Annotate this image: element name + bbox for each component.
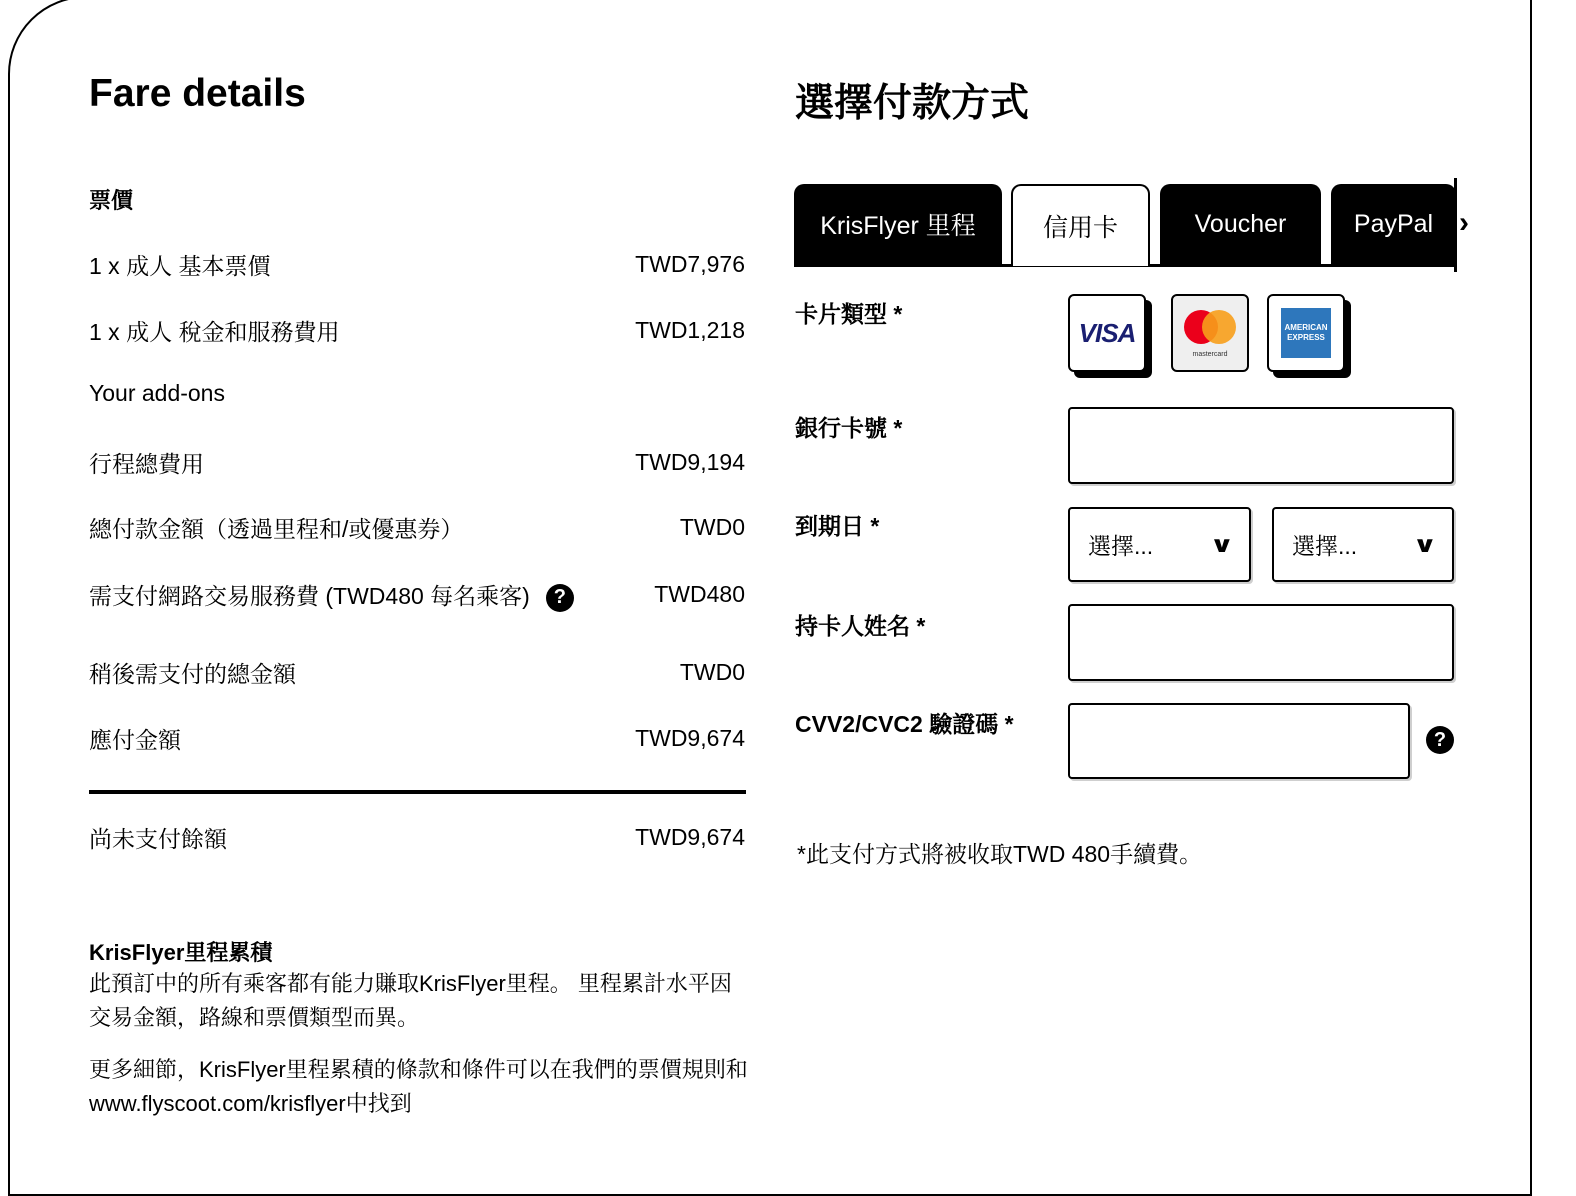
payment-fee-note: *此支付方式將被收取TWD 480手續費。 xyxy=(797,841,1203,867)
card-number-input[interactable] xyxy=(1068,407,1454,484)
expiry-year-select[interactable] xyxy=(1272,507,1454,582)
fare-row-amount: TWD0 xyxy=(679,659,745,685)
fare-section-heading: 票價 xyxy=(89,188,134,213)
visa-card-option[interactable] xyxy=(1068,294,1146,372)
fare-row-miles-voucher xyxy=(89,511,745,544)
tab-credit-card[interactable]: 信用卡 xyxy=(1011,184,1150,266)
tab-krisflyer-miles[interactable]: KrisFlyer 里程 xyxy=(794,184,1002,264)
fare-row-label: Your add-ons xyxy=(89,380,225,406)
krisflyer-terms: 更多細節，KrisFlyer里程累積的條款和條件可以在我們的票價規則和www.flyscoot.com/krisflyer中找到 xyxy=(89,1057,748,1116)
card-number-label: 銀行卡號 * xyxy=(795,415,903,441)
payment-method-title: 選擇付款方式 xyxy=(795,82,1030,125)
fare-row-amount: TWD480 xyxy=(654,581,745,608)
fare-row-label: 1 x 成人 基本票價 xyxy=(89,253,271,279)
fare-row-amount: TWD0 xyxy=(679,514,745,540)
cvv-help-icon[interactable]: ? xyxy=(1426,726,1454,754)
cvv-label: CVV2/CVC2 驗證碼 * xyxy=(795,711,1014,737)
fare-row-taxes xyxy=(89,314,745,347)
fare-divider xyxy=(89,790,746,794)
fare-row-label: 應付金額 xyxy=(89,727,181,753)
fare-row-label: 1 x 成人 稅金和服務費用 xyxy=(89,319,340,345)
fare-row-pay-later xyxy=(89,656,745,689)
payment-tabs xyxy=(794,184,1456,267)
amex-line-1: AMERICAN xyxy=(1284,323,1328,332)
card-type-label: 卡片類型 * xyxy=(795,301,903,327)
tab-voucher[interactable]: Voucher xyxy=(1160,184,1321,264)
chevron-down-icon: ∨ xyxy=(1412,531,1438,557)
fare-row-amount: TWD1,218 xyxy=(635,317,745,343)
fare-row-trip-total xyxy=(89,446,745,479)
fare-row-outstanding-balance xyxy=(89,821,745,854)
mastercard-wordmark: mastercard xyxy=(1192,351,1228,358)
amex-logo xyxy=(1281,308,1331,358)
krisflyer-title: KrisFlyer里程累積 xyxy=(89,940,273,965)
expiry-month-select[interactable] xyxy=(1068,507,1251,582)
fare-row-amount: TWD7,976 xyxy=(635,251,745,277)
fare-row-label: 稍後需支付的總金額 xyxy=(89,661,296,687)
help-icon[interactable]: ? xyxy=(546,584,574,612)
mastercard-card-option[interactable] xyxy=(1171,294,1249,372)
fare-row-label: 總付款金額（透過里程和/或優惠券） xyxy=(89,516,464,542)
fare-row-amount: TWD9,674 xyxy=(635,824,745,850)
fare-row-addons xyxy=(89,380,745,407)
fare-details-title: Fare details xyxy=(89,72,306,115)
fare-row-service-fee xyxy=(89,578,745,612)
cardholder-name-input[interactable] xyxy=(1068,604,1454,681)
fare-row-amount: TWD9,674 xyxy=(635,725,745,751)
fare-row-amount-due xyxy=(89,722,745,755)
visa-logo: VISA xyxy=(1078,317,1136,348)
expiry-year-value: 選擇... xyxy=(1292,533,1358,559)
fare-row-base-fare xyxy=(89,248,745,281)
mastercard-yellow-circle xyxy=(1202,310,1236,344)
expiry-label: 到期日 * xyxy=(795,513,880,539)
expiry-month-value: 選擇... xyxy=(1088,533,1154,559)
mastercard-logo xyxy=(1182,308,1238,358)
service-fee-label: 需支付網路交易服務費 (TWD480 每名乘客) xyxy=(89,583,530,609)
amex-line-2: EXPRESS xyxy=(1287,333,1325,342)
fare-row-label: 行程總費用 xyxy=(89,451,204,477)
fare-row-amount: TWD9,194 xyxy=(635,449,745,475)
cardholder-name-label: 持卡人姓名 * xyxy=(795,613,926,639)
chevron-right-icon[interactable]: › xyxy=(1459,206,1469,239)
fare-row-label xyxy=(89,578,574,612)
cvv-input[interactable] xyxy=(1068,703,1410,779)
tab-paypal[interactable]: PayPal xyxy=(1331,184,1456,264)
krisflyer-description: 此預訂中的所有乘客都有能力賺取KrisFlyer里程。 里程累計水平因交易金額，路線和票價類型而異。 xyxy=(89,971,732,1030)
chevron-down-icon: ∨ xyxy=(1209,531,1235,557)
amex-card-option[interactable] xyxy=(1267,294,1345,372)
tabs-edge xyxy=(1454,178,1457,272)
fare-row-label: 尚未支付餘額 xyxy=(89,826,227,852)
